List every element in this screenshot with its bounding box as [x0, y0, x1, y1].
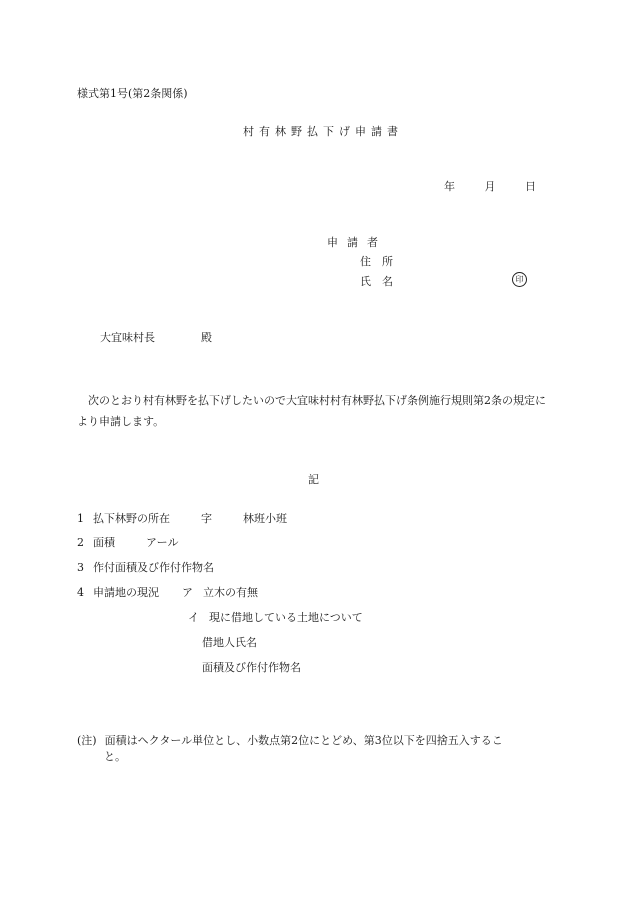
ki-heading: 記: [308, 473, 319, 486]
item-4-sub-i-mark: イ: [188, 611, 199, 624]
item-2-unit: アール: [146, 536, 179, 549]
note-label: (注): [77, 734, 97, 747]
item-1-aza: 字: [201, 512, 212, 525]
item-3-label: 作付面積及び作付作物名: [93, 561, 214, 574]
name-label: [360, 276, 393, 287]
date-month-label: 月: [484, 180, 496, 193]
item-4-number: 4: [77, 586, 84, 599]
item-4-sub-i: [188, 612, 363, 623]
address-label-char-1: 住: [360, 255, 371, 268]
item-2-label: 面積: [93, 536, 115, 549]
seal-mark: 印: [512, 272, 527, 287]
name-label-char-1: 氏: [360, 275, 371, 288]
item-2-number: 2: [77, 536, 84, 549]
date-line: [444, 181, 536, 192]
item-4-sub-a-text: 立木の有無: [203, 586, 258, 599]
addressee-honorific: 殿: [201, 331, 212, 344]
item-4-sub-a-mark: ア: [182, 586, 193, 599]
document-title: 村有林野払下げ申請書: [243, 125, 403, 138]
item-1-label: 払下林野の所在: [93, 512, 170, 525]
item-3: [77, 562, 214, 573]
name-label-char-2: 名: [382, 275, 393, 288]
note: [77, 730, 557, 751]
date-day-label: 日: [525, 180, 536, 193]
item-2: [77, 537, 178, 548]
item-1: [77, 513, 287, 524]
addressee-name: 大宜味村長: [100, 331, 155, 344]
addressee: [100, 332, 212, 343]
item-4-sub-i-text: 現に借地している土地について: [209, 611, 363, 624]
applicant-heading: 申請者: [327, 236, 387, 249]
item-4: [77, 587, 258, 598]
item-4-sub-i-lessee-name: 借地人氏名: [202, 636, 257, 649]
address-label-char-2: 所: [382, 255, 393, 268]
item-4-label: 申請地の現況: [93, 586, 159, 599]
address-label: [360, 256, 393, 267]
note-text: 面積はヘクタール単位とし、小数点第2位にとどめ、第3位以下を四捨五入するこ: [104, 734, 503, 747]
item-4-sub-i-area-crops: 面積及び作付作物名: [202, 661, 301, 674]
body-paragraph: 次のとおり村有林野を払下げしたいので大宜味村村有林野払下げ条例施行規則第2条の規定により申請します。: [77, 394, 546, 428]
item-1-rinpan: 林班小班: [243, 512, 287, 525]
item-1-number: 1: [77, 512, 84, 525]
date-year-label: 年: [444, 180, 455, 193]
form-number: 様式第1号(第2条関係): [77, 87, 188, 100]
item-3-number: 3: [77, 561, 84, 574]
note-continuation: と。: [104, 750, 126, 763]
